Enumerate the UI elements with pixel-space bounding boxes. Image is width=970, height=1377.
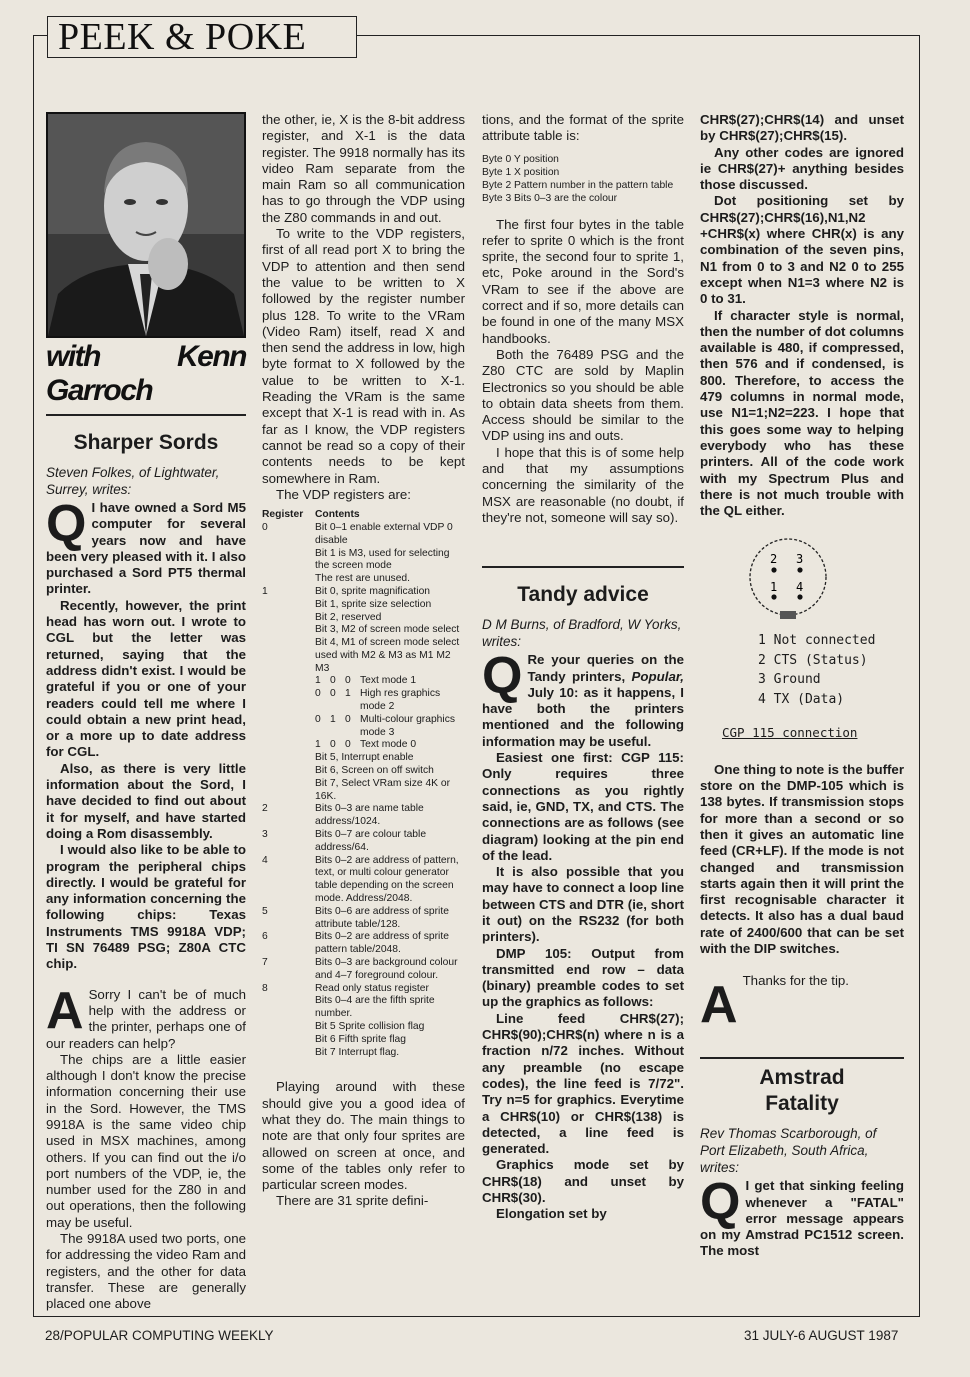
vdp-register-table	[262, 509, 465, 1059]
pin-label: 4	[796, 580, 804, 595]
mode-row: 0 0 1 High res graphics mode 2	[315, 688, 441, 713]
table-header: Register Contents	[262, 509, 360, 521]
paragraph: One thing to note is the buffer store on the DMP-105 which is 138 bytes. If transmission stops for more than a second or so then it gives an automatic line feed (CR+LF). If the mode is not changed and transmission starts again then it will print the first recognisable character it detects. It also has a dual baud rate of 2400/600 that can be set with the DIP switches.	[700, 761, 904, 956]
paragraph: To write to the VDP registers, first of all read port X to bring the VDP to attention and then send the value to be written to X followed by the register number plus 128. To write to the VRam (Video Ram) itself, read X and then send the address in low, high byte format to X followed by the value to be written to X-1. Reading the VRam is the same except that X-1 is read with in. As far as I know, the VDP registers cannot be read so a copy of their contents needs to be kept somewhere in Ram.	[262, 226, 465, 486]
table-row: Byte 1 X position	[482, 166, 560, 178]
paragraph: The 9918A used two ports, one for addressing the video Ram and registers, and the other for data transfer. These are generally placed one above	[46, 1231, 246, 1312]
paragraph: The chips are a little easier although I don't know the precise information concerning their use in the Sord. However, the TMS 9918A is the same video chip used in MSX machines, among others. If you can find out the i/o port numbers of the VDP, ie, the number used for the Z80 in and out operations, then the following may be useful.	[46, 1051, 246, 1230]
paragraph: Line feed CHR$(27); CHR$(90);CHR$(n) where n is a fraction n/72 inches. Without any preamble (no escape codes), the line feed is 7/72". Try n=5 for graphics. Everytime a CHR$(10) or CHR$(138) is detected, a line feed is generated.	[482, 1010, 684, 1157]
paragraph: If character style is normal, then the number of dot columns available is 480, if compressed, then 576 and if condensed, is 800. Therefore, to access the 479 columns in normal mode, use N1=1;N2=223. I hope that this goes some way to helping everybody who has these printers. All of the code work with my Spectrum Plus and there is not much trouble with the QL either.	[700, 307, 904, 519]
table-row: 6 Bits 0–2 are address of sprite pattern table/2048.	[262, 931, 449, 956]
table-row: 5 Bits 0–6 are address of sprite attribute table/128.	[262, 905, 449, 930]
column-3	[482, 112, 684, 1223]
letter2-answer	[700, 973, 904, 1043]
paragraph: Sorry I can't be of much help with the address or the printer, perhaps one of our readers can help?	[46, 986, 246, 1051]
paragraph: DMP 105: Output from transmitted end row – data (binary) preamble codes to set up the graphics as follows:	[482, 945, 684, 1010]
table-row: Byte 3 Bits 0–3 are the colour	[482, 192, 618, 204]
paragraph: The VDP registers are:	[276, 486, 411, 502]
column-2	[262, 112, 465, 1210]
table-row: 3 Bits 0–7 are colour table address/64.	[262, 829, 427, 853]
legend-item: 3 Ground	[758, 672, 821, 688]
divider	[482, 566, 684, 568]
paragraph: I have owned a Sord M5 computer for several years now and have been very pleased with it. I also purchased a Sord PT5 thermal printer.	[46, 500, 246, 597]
letter3-question	[700, 1173, 904, 1259]
paragraph: There are 31 sprite defini-	[276, 1193, 429, 1209]
letter2-heading: Tandy advice	[517, 583, 649, 607]
paragraph: CHR$(27);CHR$(14) and unset by CHR$(27);CHR$(15).	[700, 112, 904, 144]
letter1-heading: Sharper Sords	[73, 431, 219, 454]
paragraph: Elongation set by	[496, 1206, 607, 1222]
pin-label: 1	[770, 580, 778, 595]
paragraph: the other, ie, X is the 8-bit address register, and X-1 is the data register. The 9918 normally has its video Ram separate from the main Ram so all communication has to go through the VDP using the Z80 commands in and out.	[262, 112, 466, 225]
author-byline: with Kenn Garroch	[46, 340, 246, 407]
pin-connector-diagram	[700, 533, 904, 625]
paragraph: I get that sinking feeling whenever a "FATAL" error message appears on my Amstrad PC1512 screen. The most	[700, 1178, 904, 1259]
paragraph: I would also like to be able to program the peripheral chips directly. I would be grateful for any information concerning the following chips: Texas Instruments TMS 9918A VDP; TI SN 76489 PSG; Z80A CTC chip.	[46, 842, 246, 972]
paragraph: Playing around with these should give you a good idea of what they do. The main things to note are that only four sprites are allowed on screen at once, and some of the tables only refer to particular screen modes.	[262, 1079, 465, 1193]
drop-cap-a: A	[46, 981, 84, 1040]
legend-item: 4 TX (Data)	[758, 691, 845, 707]
drop-cap-q: Q	[700, 1173, 741, 1232]
portrait-illustration	[48, 114, 244, 336]
paragraph: Recently, however, the print head has worn out. I wrote to CGL but the letter was returned, saying that the address didn't exist. I would be grateful if you or one of your readers could tell me where I could obtain a new print head, or a more up to date address for CGL.	[46, 597, 246, 760]
paragraph: The first four bytes in the table refer to sprite 0 which is the front sprite, the second four to sprite 1, etc, Poke around in the Sord's VRam to see if the above are correct and if so, more details can be found in one of the many MSX handbooks.	[482, 216, 684, 346]
footer-date: 31 JULY-6 AUGUST 1987	[744, 1328, 899, 1343]
section-masthead	[47, 16, 357, 58]
drop-cap-q: Q	[46, 495, 87, 553]
drop-cap-a: A	[700, 976, 738, 1035]
author-photo	[46, 112, 246, 338]
table-row: 2 Bits 0–3 are name table address/1024.	[262, 803, 424, 828]
divider	[700, 1057, 904, 1059]
letter2-continued	[700, 112, 904, 519]
paragraph: Both the 76489 PSG and the Z80 CTC are sold by Maplin Electronics so you should be able to obtain data sheets from them. Access should be similar to the VDP using ins and outs.	[482, 346, 684, 444]
paragraph: Thanks for the tip.	[742, 973, 849, 989]
paragraph: Graphics mode set by CHR$(18) and unset by CHR$(30).	[482, 1157, 684, 1206]
letter2-continued	[700, 762, 904, 958]
cgp115-diagram	[700, 533, 904, 741]
column-1	[46, 112, 246, 1313]
mode-row: 1 0 0 Text mode 0	[315, 739, 417, 751]
table-row: 4 Bits 0–2 are address of pattern, text, or multi colour generator table depending on the screen mode. Address/2048.	[262, 854, 459, 905]
legend-item: 1 Not connected	[758, 633, 876, 649]
paragraph: tions, and the format of the sprite attribute table is:	[482, 112, 684, 144]
paragraph: It is also possible that you may have to connect a loop line between CTS and DTR (ie, short it out) on the RS232 (for both printers).	[482, 864, 684, 945]
letter2-question	[482, 647, 684, 1222]
paragraph: Dot positioning set by CHR$(27);CHR$(16),N1,N2 +CHR$(x) where CHR(x) is any combination of the seven pins, N1 from 0 to 3 and N2 0 to 255 except when N1=3 where N2 is 0 to 31.	[700, 193, 904, 307]
letter1-answer	[46, 981, 246, 1313]
table-row: 1 Bit 0, sprite magnification Bit 1, sprite size selection Bit 2, reserved Bit 3, M2 of screen mode select Bit 4, M1 of screen mode select used with M2 & M3 as M1 M2 M3 1 0 0 Text mode 1 0 0 1 High res graphics mode 2 0 1 0 Multi-colour graphics mode 3 1 0 0 Text mode 0 Bit 5, Interrupt enable Bit 6, Screen on off switch Bit 7, Select VRam size 4K or 16K.	[262, 586, 465, 804]
mode-row: 0 1 0 Multi-colour graphics mode 3	[315, 713, 455, 738]
letter1-from: Steven Folkes, of Lightwater, Surrey, writes:	[46, 465, 220, 497]
table-row: Byte 0 Y position	[482, 153, 559, 165]
section-title: PEEK & POKE	[58, 16, 307, 58]
paragraph: Also, as there is very little information about the Sord, I have decided to find out about it for myself, and have started doing a Rom disassembly.	[46, 760, 246, 841]
letter3-heading: Amstrad Fatality	[759, 1066, 845, 1116]
drop-cap-q: Q	[482, 647, 523, 706]
sprite-attribute-table	[482, 153, 684, 205]
paragraph: I hope that this is of some help and that my assumptions concerning the similarity of the MSX are reasonable (no doubt, if they're not, someone will say so).	[482, 444, 684, 525]
diagram-caption: CGP 115 connection	[722, 725, 858, 741]
paragraph: Re your queries on the Tandy printers, Popular, July 10: as it happens, I have both the printers mentioned and the following information may be useful.	[482, 652, 684, 749]
mode-row: 1 0 0 Text mode 1	[315, 675, 417, 687]
letter3-from: Rev Thomas Scarborough, of Port Elizabeth, South Africa, writes:	[700, 1126, 877, 1176]
table-row: 0 Bit 0–1 enable external VDP 0 disable Bit 1 is M3, used for selecting the screen mode The rest are unused.	[262, 521, 453, 585]
pin-label: 2	[770, 552, 778, 567]
table-row: Byte 2 Pattern number in the pattern table	[482, 179, 674, 191]
paragraph: Any other codes are ignored ie CHR$(27)+ anything besides those discussed.	[700, 144, 904, 193]
letter1-question	[46, 495, 246, 973]
table-row: 7 Bits 0–3 are background colour and 4–7 foreground colour.	[262, 957, 458, 981]
letter2-from: D M Burns, of Bradford, W Yorks, writes:	[482, 617, 682, 650]
pin-legend	[758, 631, 904, 709]
divider	[46, 414, 246, 416]
table-row: 8 Read only status register Bits 0–4 are the fifth sprite number. Bit 5 Sprite collision flag Bit 6 Fifth sprite flag Bit 7 Interrupt flag.	[262, 982, 435, 1058]
paragraph: Easiest one first: CGP 115: Only requires three connections as you rightly said, ie, GND, TX, and CTS. The connections are as follows (see diagram) looking at the pin end of the lead.	[482, 750, 684, 863]
legend-item: 2 CTS (Status)	[758, 652, 868, 668]
pin-label: 3	[796, 552, 804, 567]
footer-page-label: 28/POPULAR COMPUTING WEEKLY	[45, 1328, 274, 1343]
column-4	[700, 112, 904, 1260]
